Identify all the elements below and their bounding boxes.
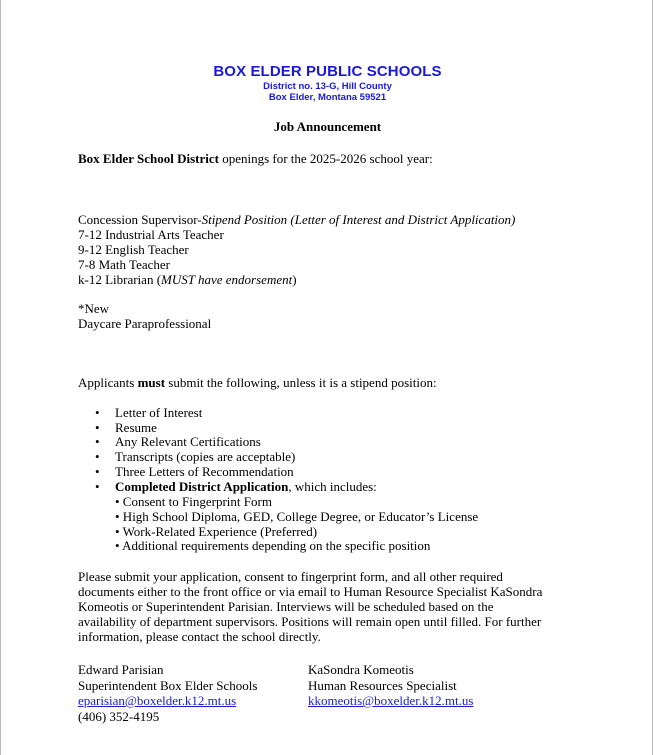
position-note-close: ) xyxy=(292,272,297,287)
district-app-rest: , which includes: xyxy=(288,479,377,494)
applicants-line xyxy=(78,375,437,391)
intro-line xyxy=(78,151,433,167)
right-signer-email-link[interactable]: kkomeotis@boxelder.k12.mt.us xyxy=(308,693,474,708)
school-name-heading: BOX ELDER PUBLIC SCHOOLS xyxy=(213,63,442,80)
requirement-item: Transcripts (copies are acceptable) xyxy=(115,449,296,464)
bullet-icon: • xyxy=(95,449,100,464)
requirement-item: Letter of Interest xyxy=(115,405,203,420)
position-note: Stipend Position (Letter of Interest and District Application) xyxy=(201,212,516,227)
position-title: k-12 Librarian ( xyxy=(78,272,162,287)
closing-paragraph: Please submit your application, consent to fingerprint form, and all other required documents either to the front office or via email to Human Resource Specialist KaSondra Komeotis or Superintendent Parisian. Interviews will be scheduled based on the availability of department supervisors. Positions will remain open until filled. For further information, please contact the school directly. xyxy=(78,569,543,644)
applicants-must: must xyxy=(137,375,166,390)
requirement-item: Three Letters of Recommendation xyxy=(115,464,294,479)
bullet-icon: • xyxy=(95,479,100,494)
bullet-icon: • xyxy=(95,434,100,449)
right-signer-title: Human Resources Specialist xyxy=(308,678,457,693)
district-app-subitem: • Consent to Fingerprint Form xyxy=(115,494,272,509)
district-app-label: Completed District Application xyxy=(115,479,289,494)
left-signer-email-link[interactable]: eparisian@boxelder.k12.mt.us xyxy=(78,693,237,708)
district-subtitle: District no. 13-G, Hill County xyxy=(263,81,392,92)
right-signer-name: KaSondra Komeotis xyxy=(308,662,414,677)
left-signer-phone: (406) 352-4195 xyxy=(78,709,160,724)
bullet-icon: • xyxy=(95,420,100,435)
position-title: 7-12 Industrial Arts Teacher xyxy=(78,227,224,242)
bullet-icon: • xyxy=(95,405,100,420)
intro-text: openings for the 2025-2026 school year: xyxy=(218,151,433,166)
district-app-subitem: • High School Diploma, GED, College Degree, or Educator’s License xyxy=(115,509,479,524)
applicants-post: submit the following, unless it is a stipend position: xyxy=(165,375,437,390)
position-title: 9-12 English Teacher xyxy=(78,242,189,257)
requirement-item: Any Relevant Certifications xyxy=(115,434,261,449)
position-item xyxy=(78,227,224,243)
address-subtitle: Box Elder, Montana 59521 xyxy=(268,92,387,103)
applicants-pre: Applicants xyxy=(78,375,138,390)
new-label: *New xyxy=(78,301,110,316)
position-note: MUST have endorsement xyxy=(161,272,293,287)
left-signer-title: Superintendent Box Elder Schools xyxy=(78,678,258,693)
left-signer-name: Edward Parisian xyxy=(78,662,164,677)
position-title: Concession Supervisor- xyxy=(78,212,202,227)
district-app-subitem: • Work-Related Experience (Preferred) xyxy=(115,524,318,539)
requirement-item-district-app xyxy=(115,479,377,495)
requirement-item: Resume xyxy=(115,420,157,435)
bullet-icon: • xyxy=(95,464,100,479)
position-item xyxy=(78,242,189,258)
position-item xyxy=(78,212,515,228)
position-item xyxy=(78,257,170,273)
new-position: Daycare Paraprofessional xyxy=(78,316,212,331)
intro-district-name: Box Elder School District xyxy=(78,151,219,166)
position-item xyxy=(78,272,297,288)
announcement-title: Job Announcement xyxy=(273,119,382,134)
district-app-subitem: • Additional requirements depending on the specific position xyxy=(115,538,431,553)
position-title: 7-8 Math Teacher xyxy=(78,257,170,272)
